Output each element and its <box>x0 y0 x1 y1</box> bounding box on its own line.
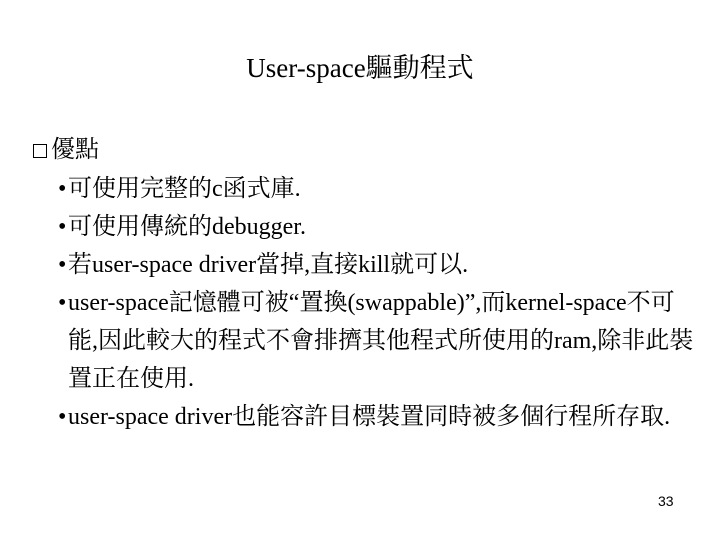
bullet-dot: • <box>58 252 67 278</box>
bullet-dot: • <box>58 290 67 316</box>
list-item-text: 若user-space driver當掉,直接kill就可以. <box>68 252 469 278</box>
section-heading <box>33 133 99 167</box>
list-item-text: user-space driver也能容許目標裝置同時被多個行程所存取. <box>68 404 671 430</box>
slide-title: User-space驅動程式 <box>246 53 474 83</box>
list-item <box>58 398 698 436</box>
list-item <box>58 208 698 246</box>
bullet-list <box>58 170 698 436</box>
list-item-text: 可使用傳統的debugger. <box>68 214 306 240</box>
list-item <box>58 246 698 284</box>
bullet-dot: • <box>58 214 67 240</box>
page-number: 33 <box>658 493 674 509</box>
section-label: 優點 <box>51 137 99 163</box>
list-item-text: 可使用完整的c函式庫. <box>68 176 301 202</box>
list-item <box>58 170 698 208</box>
bullet-dot: • <box>58 404 67 430</box>
checkbox-square-icon <box>33 144 47 158</box>
bullet-dot: • <box>58 176 67 202</box>
list-item-text: user-space記憶體可被“置換(swappable)”,而kernel-space不可能,因此較大的程式不會排擠其他程式所使用的ram,除非此裝置正在使用. <box>68 290 694 392</box>
list-item <box>58 284 698 398</box>
